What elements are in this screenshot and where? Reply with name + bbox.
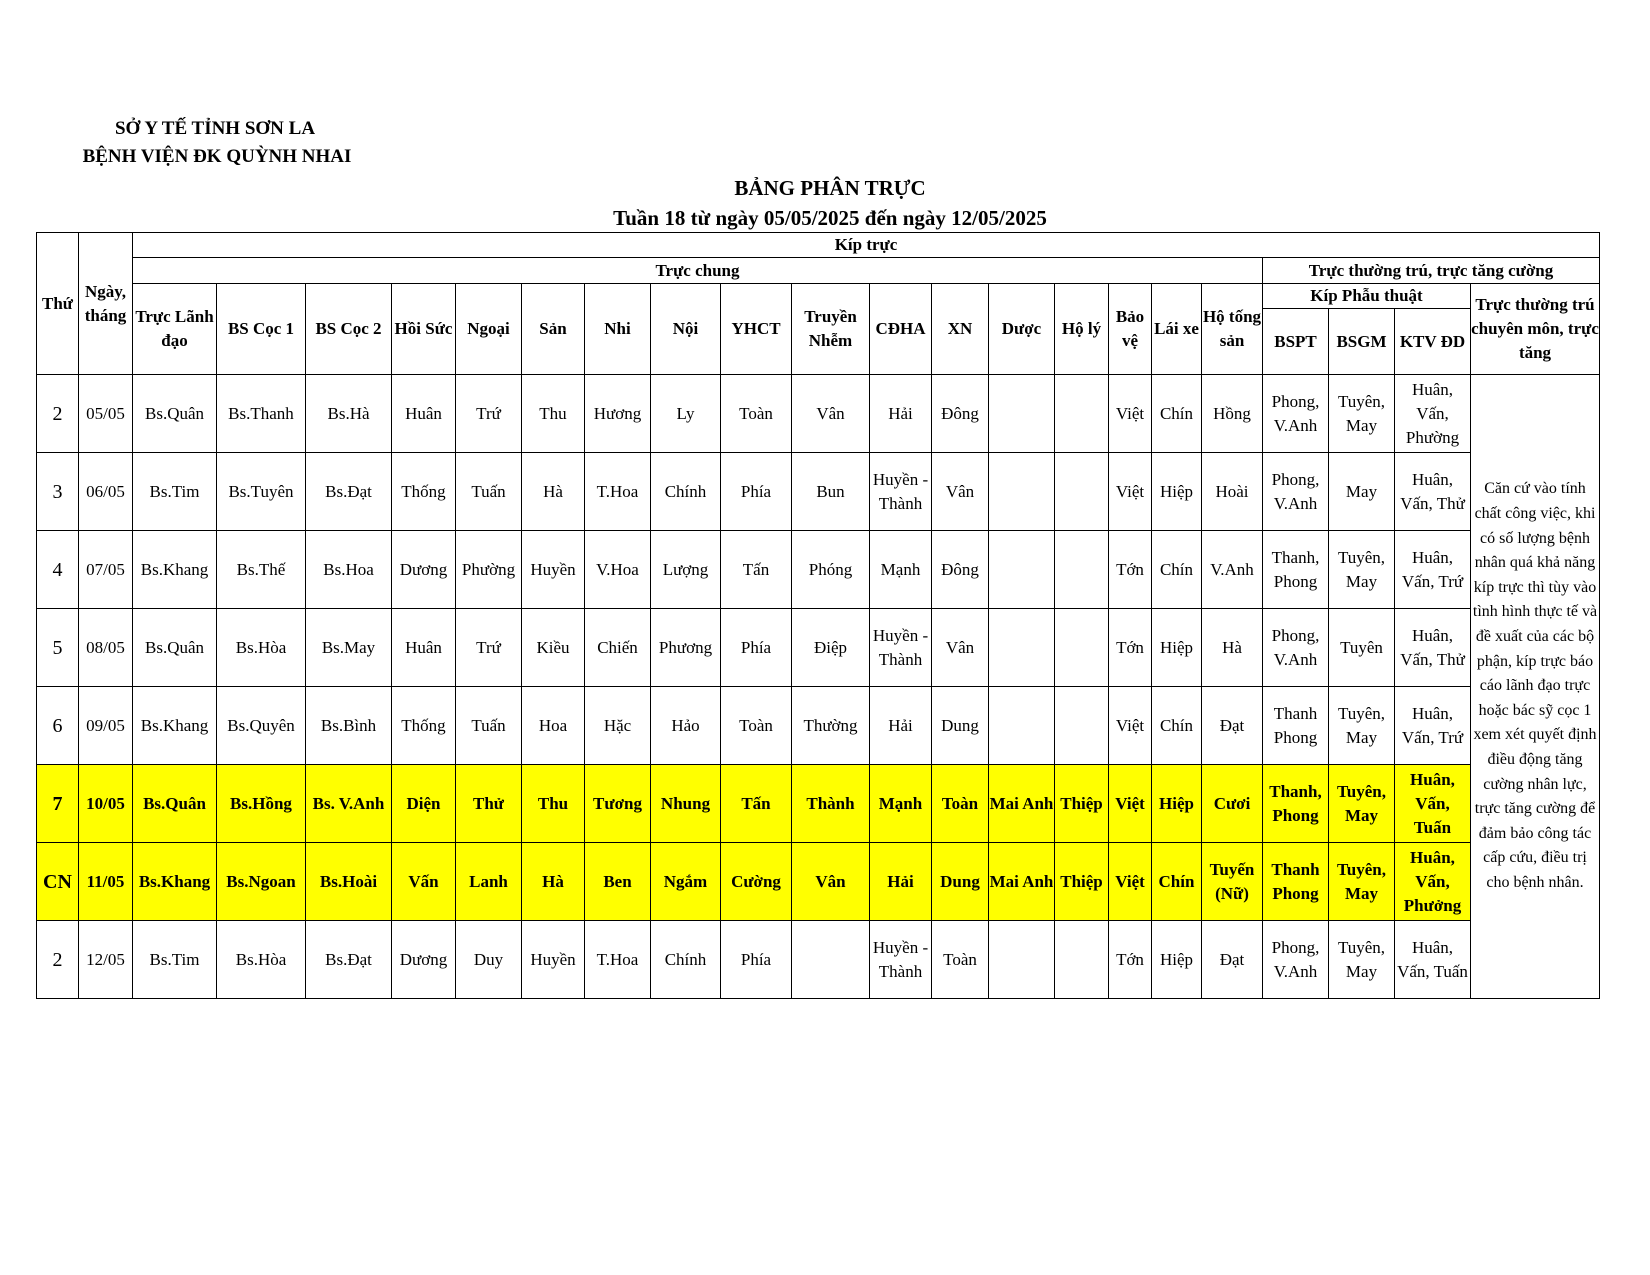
table-cell: Bs.Hòa: [217, 609, 306, 687]
table-cell: Tớn: [1109, 921, 1152, 999]
duty-note: Căn cứ vào tính chất công việc, khi có số lượng bệnh nhân quá khả năng kíp trực thì tùy vào tình hình thực tế và đề xuất của các bộ phận, kíp trực báo cáo lãnh đạo trực hoặc bác sỹ cọc 1 xem xét quyết định điều động tăng cường nhân lực, trực tăng cường để đảm bảo công tác cấp cứu, điều trị cho bệnh nhân.: [1471, 375, 1600, 999]
table-cell: Chính: [651, 921, 721, 999]
table-cell: Kiều: [522, 609, 585, 687]
table-cell: Bs. V.Anh: [306, 765, 392, 843]
table-cell: Cươi: [1202, 765, 1263, 843]
table-cell: Mạnh: [870, 531, 932, 609]
table-cell: Toàn: [932, 921, 989, 999]
table-row: [37, 609, 1600, 687]
table-cell: Chín: [1152, 843, 1202, 921]
cell-thu: 2: [37, 921, 79, 999]
table-cell: Hải: [870, 375, 932, 453]
table-cell: Việt: [1109, 687, 1152, 765]
table-cell: Bs.Hà: [306, 375, 392, 453]
table-cell: Điệp: [792, 609, 870, 687]
table-cell: Trứ: [456, 375, 522, 453]
table-cell: Dương: [392, 531, 456, 609]
table-cell: Bs.Thế: [217, 531, 306, 609]
table-cell: Trứ: [456, 609, 522, 687]
table-cell: Thanh Phong: [1263, 687, 1329, 765]
table-cell: Thanh Phong: [1263, 843, 1329, 921]
table-cell: Việt: [1109, 843, 1152, 921]
table-cell: Tớn: [1109, 531, 1152, 609]
table-cell: Mai Anh: [989, 765, 1055, 843]
table-cell: Toàn: [721, 375, 792, 453]
table-cell: Tấn: [721, 531, 792, 609]
table-cell: Đạt: [1202, 687, 1263, 765]
org-line-2: BỆNH VIỆN ĐK QUỲNH NHAI: [82, 146, 352, 167]
table-cell: Duy: [456, 921, 522, 999]
col-header: Sản: [522, 284, 585, 375]
table-row: [37, 687, 1600, 765]
table-cell: Hoa: [522, 687, 585, 765]
table-cell: Hồng: [1202, 375, 1263, 453]
table-cell: Việt: [1109, 765, 1152, 843]
table-cell: [1055, 921, 1109, 999]
table-cell: Phong, V.Anh: [1263, 921, 1329, 999]
table-cell: Tuyên, May: [1329, 765, 1395, 843]
table-cell: Thử: [456, 765, 522, 843]
col-header: Nhi: [585, 284, 651, 375]
table-cell: [1055, 687, 1109, 765]
table-cell: Huân, Vấn, Thử: [1395, 609, 1471, 687]
table-row: [37, 453, 1600, 531]
table-row: [37, 531, 1600, 609]
table-cell: Chính: [651, 453, 721, 531]
cell-thu: 7: [37, 765, 79, 843]
table-cell: Hảo: [651, 687, 721, 765]
table-cell: Vân: [932, 609, 989, 687]
table-cell: [1055, 453, 1109, 531]
table-cell: Bs.Tuyên: [217, 453, 306, 531]
cell-date: 07/05: [79, 531, 133, 609]
table-cell: Bs.Quân: [133, 375, 217, 453]
col-header: BS Cọc 2: [306, 284, 392, 375]
table-cell: Thường: [792, 687, 870, 765]
table-cell: Diện: [392, 765, 456, 843]
header-thu: Thứ: [37, 233, 79, 375]
page-subtitle: Tuần 18 từ ngày 05/05/2025 đến ngày 12/05/2025: [613, 206, 1047, 230]
table-cell: Dương: [392, 921, 456, 999]
table-cell: Việt: [1109, 453, 1152, 531]
table-cell: Phong, V.Anh: [1263, 375, 1329, 453]
table-cell: Huyền: [522, 531, 585, 609]
table-cell: Thiệp: [1055, 765, 1109, 843]
table-row: [37, 765, 1600, 843]
table-cell: Ly: [651, 375, 721, 453]
table-cell: Hà: [522, 843, 585, 921]
table-cell: Phía: [721, 921, 792, 999]
table-cell: Ben: [585, 843, 651, 921]
table-cell: Thiệp: [1055, 843, 1109, 921]
col-header-ktv-dd: KTV ĐD: [1395, 309, 1471, 375]
header-truc-chung: Trực chung: [133, 258, 1263, 284]
table-cell: [1055, 609, 1109, 687]
table-cell: Hặc: [585, 687, 651, 765]
cell-thu: 3: [37, 453, 79, 531]
cell-thu: 4: [37, 531, 79, 609]
cell-date: 09/05: [79, 687, 133, 765]
table-cell: Chín: [1152, 531, 1202, 609]
table-cell: Thu: [522, 375, 585, 453]
cell-date: 06/05: [79, 453, 133, 531]
table-cell: Tuyên, May: [1329, 921, 1395, 999]
table-cell: Hiệp: [1152, 609, 1202, 687]
table-cell: [1055, 375, 1109, 453]
table-cell: Huyền: [522, 921, 585, 999]
cell-thu: 6: [37, 687, 79, 765]
table-cell: Bs.Khang: [133, 843, 217, 921]
table-cell: Bs.Đạt: [306, 453, 392, 531]
table-cell: [989, 531, 1055, 609]
header-kip-phau-thuat: Kíp Phẫu thuật: [1263, 284, 1471, 309]
table-cell: [1055, 531, 1109, 609]
table-cell: Huân, Vấn, Tuấn: [1395, 921, 1471, 999]
table-cell: Phong, V.Anh: [1263, 609, 1329, 687]
table-cell: Hà: [522, 453, 585, 531]
table-cell: Đạt: [1202, 921, 1263, 999]
table-cell: Tương: [585, 765, 651, 843]
table-cell: Lượng: [651, 531, 721, 609]
table-cell: [989, 375, 1055, 453]
table-cell: Ngắm: [651, 843, 721, 921]
table-cell: Phong, V.Anh: [1263, 453, 1329, 531]
col-header: Ngoại: [456, 284, 522, 375]
col-header: Hộ lý: [1055, 284, 1109, 375]
table-cell: [989, 453, 1055, 531]
table-cell: Dung: [932, 687, 989, 765]
table-cell: Chiến: [585, 609, 651, 687]
col-header: YHCT: [721, 284, 792, 375]
table-cell: Hiệp: [1152, 453, 1202, 531]
table-cell: Tuyên: [1329, 609, 1395, 687]
table-cell: Tuyên, May: [1329, 843, 1395, 921]
col-header: Trực Lãnh đạo: [133, 284, 217, 375]
table-cell: Bs.Quân: [133, 765, 217, 843]
col-header: Nội: [651, 284, 721, 375]
table-cell: Bs.Quyên: [217, 687, 306, 765]
table-cell: Phường: [456, 531, 522, 609]
table-cell: Bs.Hòa: [217, 921, 306, 999]
table-cell: [989, 921, 1055, 999]
table-cell: Bs.Hồng: [217, 765, 306, 843]
table-cell: Thu: [522, 765, 585, 843]
table-cell: Bs.Ngoan: [217, 843, 306, 921]
table-cell: Đông: [932, 375, 989, 453]
table-cell: Tuyên, May: [1329, 375, 1395, 453]
table-cell: May: [1329, 453, 1395, 531]
table-row: [37, 375, 1600, 453]
cell-date: 12/05: [79, 921, 133, 999]
table-cell: Hiệp: [1152, 921, 1202, 999]
table-cell: Huân, Vấn, Trứ: [1395, 531, 1471, 609]
table-cell: Huân, Vấn, Trứ: [1395, 687, 1471, 765]
table-cell: [989, 609, 1055, 687]
table-cell: Thống: [392, 687, 456, 765]
cell-date: 10/05: [79, 765, 133, 843]
table-cell: Huân: [392, 609, 456, 687]
table-cell: Bs.Khang: [133, 687, 217, 765]
table-cell: Huyền - Thành: [870, 453, 932, 531]
table-cell: Huân, Vấn, Thử: [1395, 453, 1471, 531]
header-truc-chuyen-mon: Trực thường trú chuyên môn, trực tăng: [1471, 284, 1600, 375]
table-cell: Nhung: [651, 765, 721, 843]
cell-thu: 5: [37, 609, 79, 687]
table-cell: Chín: [1152, 687, 1202, 765]
table-cell: Hiệp: [1152, 765, 1202, 843]
table-cell: [792, 921, 870, 999]
col-header: BS Cọc 1: [217, 284, 306, 375]
table-cell: Tớn: [1109, 609, 1152, 687]
col-header: CĐHA: [870, 284, 932, 375]
table-cell: Bs.Quân: [133, 609, 217, 687]
table-cell: Mạnh: [870, 765, 932, 843]
table-cell: Thống: [392, 453, 456, 531]
table-cell: Thành: [792, 765, 870, 843]
table-cell: T.Hoa: [585, 453, 651, 531]
table-cell: Bs.Bình: [306, 687, 392, 765]
table-cell: Phương: [651, 609, 721, 687]
table-cell: Bs.Khang: [133, 531, 217, 609]
table-cell: Vấn: [392, 843, 456, 921]
table-cell: Hải: [870, 843, 932, 921]
table-cell: Lanh: [456, 843, 522, 921]
table-cell: Bs.Tim: [133, 921, 217, 999]
table-cell: V.Anh: [1202, 531, 1263, 609]
cell-thu: CN: [37, 843, 79, 921]
table-cell: Huyền -Thành: [870, 609, 932, 687]
table-cell: Toàn: [932, 765, 989, 843]
page-title: BẢNG PHÂN TRỰC: [734, 176, 926, 200]
table-cell: T.Hoa: [585, 921, 651, 999]
table-cell: Bs.Hoa: [306, 531, 392, 609]
col-header-bsgm: BSGM: [1329, 309, 1395, 375]
table-cell: Toàn: [721, 687, 792, 765]
table-cell: V.Hoa: [585, 531, 651, 609]
table-cell: Tuyên, May: [1329, 687, 1395, 765]
table-cell: Việt: [1109, 375, 1152, 453]
duty-roster-table: [36, 232, 1600, 999]
cell-thu: 2: [37, 375, 79, 453]
col-header: Dược: [989, 284, 1055, 375]
col-header: Lái xe: [1152, 284, 1202, 375]
table-cell: Hoài: [1202, 453, 1263, 531]
col-header: Hồi Sức: [392, 284, 456, 375]
cell-date: 08/05: [79, 609, 133, 687]
col-header: Bảo vệ: [1109, 284, 1152, 375]
table-cell: Bs.Thanh: [217, 375, 306, 453]
table-cell: Chín: [1152, 375, 1202, 453]
table-cell: Thanh, Phong: [1263, 765, 1329, 843]
table-cell: Hương: [585, 375, 651, 453]
table-cell: Tuyên, May: [1329, 531, 1395, 609]
table-cell: Dung: [932, 843, 989, 921]
header-truc-thuong-tru: Trực thường trú, trực tăng cường: [1263, 258, 1600, 284]
header-kip-truc: Kíp trực: [133, 233, 1600, 258]
table-row: [37, 921, 1600, 999]
table-cell: Huân: [392, 375, 456, 453]
table-cell: Phía: [721, 609, 792, 687]
table-cell: Hải: [870, 687, 932, 765]
table-cell: Bs.Hoài: [306, 843, 392, 921]
table-cell: Bs.May: [306, 609, 392, 687]
col-header: XN: [932, 284, 989, 375]
table-cell: Huyền - Thành: [870, 921, 932, 999]
table-cell: Tuyến (Nữ): [1202, 843, 1263, 921]
header-ngay-thang: Ngày, tháng: [79, 233, 133, 375]
table-cell: Tấn: [721, 765, 792, 843]
table-cell: Cường: [721, 843, 792, 921]
table-cell: Bun: [792, 453, 870, 531]
table-row: [37, 843, 1600, 921]
cell-date: 11/05: [79, 843, 133, 921]
table-cell: [989, 687, 1055, 765]
table-cell: Hà: [1202, 609, 1263, 687]
table-cell: Huân, Vấn, Phưởng: [1395, 843, 1471, 921]
table-cell: Huân, Vấn, Phường: [1395, 375, 1471, 453]
table-cell: Vân: [792, 375, 870, 453]
table-cell: Tuấn: [456, 687, 522, 765]
org-line-1: SỞ Y TẾ TỈNH SƠN LA: [114, 118, 316, 139]
col-header: Hộ tống sản: [1202, 284, 1263, 375]
table-cell: Huân, Vấn, Tuấn: [1395, 765, 1471, 843]
table-cell: Bs.Đạt: [306, 921, 392, 999]
cell-date: 05/05: [79, 375, 133, 453]
table-cell: Bs.Tim: [133, 453, 217, 531]
table-cell: Đông: [932, 531, 989, 609]
col-header-bspt: BSPT: [1263, 309, 1329, 375]
table-cell: Thanh, Phong: [1263, 531, 1329, 609]
table-cell: Phóng: [792, 531, 870, 609]
table-cell: Vân: [792, 843, 870, 921]
table-cell: Tuấn: [456, 453, 522, 531]
table-cell: Phía: [721, 453, 792, 531]
table-cell: Vân: [932, 453, 989, 531]
col-header: Truyền Nhễm: [792, 284, 870, 375]
table-cell: Mai Anh: [989, 843, 1055, 921]
